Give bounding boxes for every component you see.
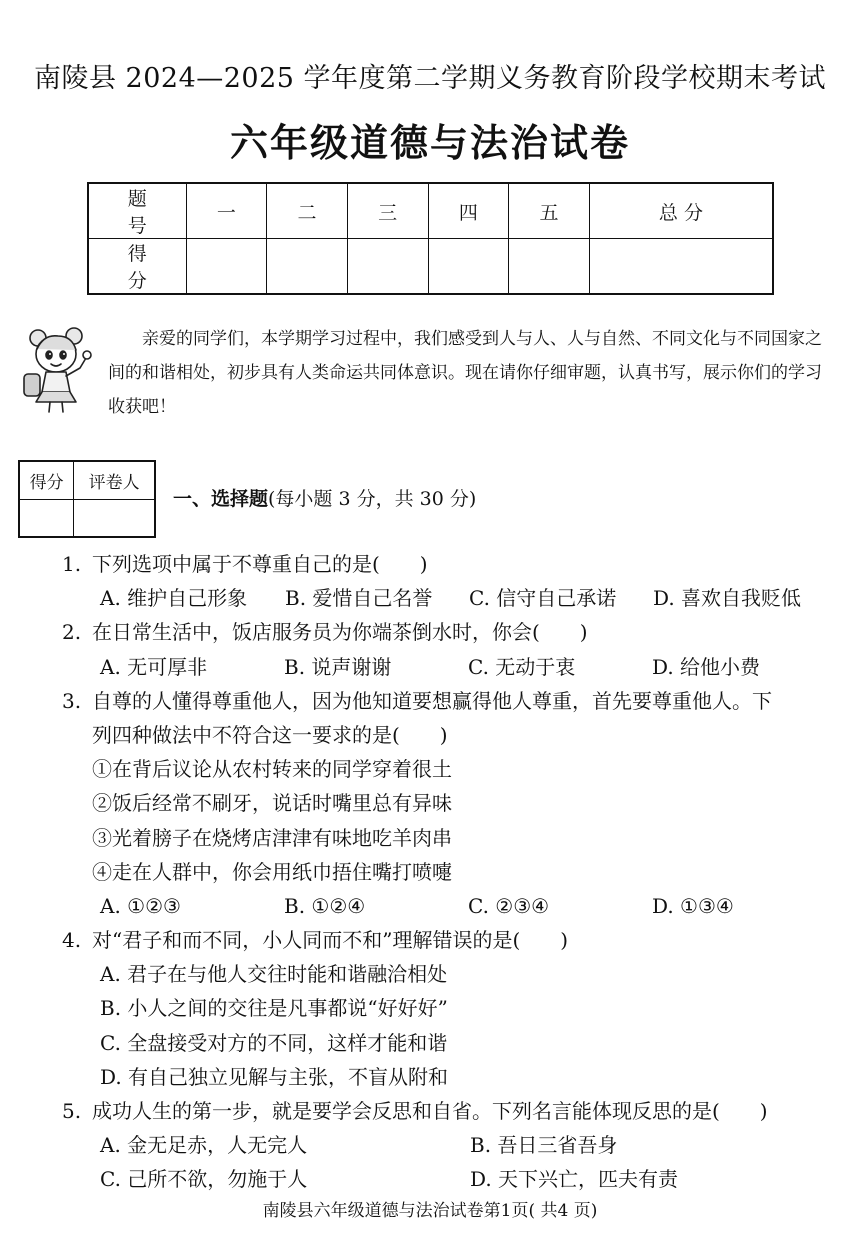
- score-header-cell: 二: [267, 183, 348, 239]
- section-note: (每小题 3 分，共 30 分): [268, 488, 477, 510]
- score-header-cell: 四: [428, 183, 509, 239]
- question-text: 对“君子和而不同，小人同而不和”理解错误的是( ): [92, 928, 569, 953]
- option-b: B. 爱惜自己名誉: [285, 586, 433, 611]
- question-1-options: [62, 581, 847, 615]
- question-5-options-row-1: [62, 1128, 847, 1162]
- question-number: 1.: [62, 552, 82, 576]
- score-table: [87, 182, 774, 295]
- score-table-header-row: [88, 183, 773, 239]
- grader-table: [18, 460, 156, 538]
- question-text: 下列选项中属于不尊重自己的是( ): [92, 552, 428, 576]
- question-3-item-4: ④走在人群中，你会用纸巾捂住嘴打喷嚏: [92, 859, 452, 884]
- question-3-item-2: ②饭后经常不刷牙，说话时嘴里总有异味: [92, 791, 452, 816]
- option-b: B. 小人之间的交往是凡事都说“好好好”: [100, 996, 448, 1021]
- option-d: D. 天下兴亡，匹夫有责: [470, 1167, 679, 1192]
- option-c: C. 己所不欲，勿施于人: [100, 1167, 308, 1192]
- grader-name-label: 评卷人: [74, 461, 155, 499]
- question-5-stem: [62, 1094, 847, 1128]
- score-header-cell: 三: [347, 183, 428, 239]
- exam-subject-title: 六年级道德与法治试卷: [229, 121, 630, 165]
- score-row-label: 得 分: [88, 239, 186, 295]
- question-text: 自尊的人懂得尊重他人，因为他知道要想赢得他人尊重，首先要尊重他人。下: [92, 688, 772, 713]
- question-text: 在日常生活中，饭店服务员为你端茶倒水时，你会( ): [92, 620, 588, 645]
- option-a: A. 无可厚非: [100, 654, 208, 679]
- question-3-stem-cont: 列四种做法中不符合这一要求的是( ): [92, 722, 448, 747]
- option-b: B. 吾日三省吾身: [470, 1133, 618, 1158]
- option-a: A. ①②③: [100, 893, 181, 918]
- exam-header: 南陵县 2024—2025 学年度第二学期义务教育阶段学校期末考试: [33, 63, 827, 94]
- section-title-text: 一、选择题: [173, 488, 269, 510]
- option-d: D. 喜欢自我贬低: [653, 586, 802, 611]
- question-3-options: [62, 889, 847, 923]
- score-cell: [509, 239, 590, 295]
- option-d: D. 给他小费: [652, 654, 761, 679]
- score-cell: [267, 239, 348, 295]
- question-number: 4.: [62, 928, 82, 953]
- question-1-stem: [62, 547, 847, 581]
- question-list: [62, 547, 847, 1197]
- score-header-cell: 一: [186, 183, 267, 239]
- question-number: 3.: [62, 688, 82, 713]
- option-a: A. 君子在与他人交往时能和谐融洽相处: [100, 962, 448, 987]
- question-3-stem: [62, 684, 847, 718]
- section-title: [173, 484, 476, 511]
- option-c: C. 无动于衷: [468, 654, 576, 679]
- question-2-stem: [62, 615, 847, 649]
- option-b: B. ①②④: [284, 893, 366, 918]
- option-c: C. ②③④: [468, 893, 550, 918]
- score-header-cell: 五: [509, 183, 590, 239]
- question-4-stem: [62, 923, 847, 957]
- intro-paragraph: 亲爱的同学们，本学期学习过程中，我们感受到人与人、人与自然、不同文化与不同国家之间的和谐相处，初步具有人类命运共同体意识。现在请你仔细审题，认真书写，展示你们的学习收获吧！: [108, 329, 822, 417]
- score-header-cell: 总 分: [589, 183, 773, 239]
- score-cell: [347, 239, 428, 295]
- option-c: C. 全盘接受对方的不同，这样才能和谐: [100, 1030, 448, 1055]
- score-cell: [589, 239, 773, 295]
- student-mascot-icon: [18, 322, 98, 414]
- grader-name-cell: [74, 499, 155, 537]
- grader-score-label: 得分: [19, 461, 74, 499]
- score-cell: [428, 239, 509, 295]
- option-a: A. 维护自己形象: [100, 586, 248, 611]
- question-number: 5.: [62, 1099, 82, 1123]
- question-number: 2.: [62, 620, 82, 645]
- question-text: 成功人生的第一步，就是要学会反思和自省。下列名言能体现反思的是( ): [92, 1099, 768, 1123]
- question-3-item-1: ①在背后议论从农村转来的同学穿着很土: [92, 757, 452, 782]
- option-d: D. 有自己独立见解与主张，不盲从附和: [100, 1064, 449, 1089]
- option-d: D. ①③④: [652, 893, 734, 918]
- question-5-options-row-2: [62, 1162, 847, 1196]
- option-c: C. 信守自己承诺: [469, 586, 617, 611]
- score-header-label: 题 号: [88, 183, 186, 239]
- option-a: A. 金无足赤，人无完人: [100, 1133, 308, 1158]
- grader-score-cell: [19, 499, 74, 537]
- page-footer: 南陵县六年级道德与法治试卷第1页( 共4 页): [262, 1201, 598, 1221]
- score-table-score-row: [88, 239, 773, 295]
- score-cell: [186, 239, 267, 295]
- question-2-options: [62, 650, 847, 684]
- option-b: B. 说声谢谢: [284, 654, 392, 679]
- question-3-item-3: ③光着膀子在烧烤店津津有味地吃羊肉串: [92, 825, 452, 850]
